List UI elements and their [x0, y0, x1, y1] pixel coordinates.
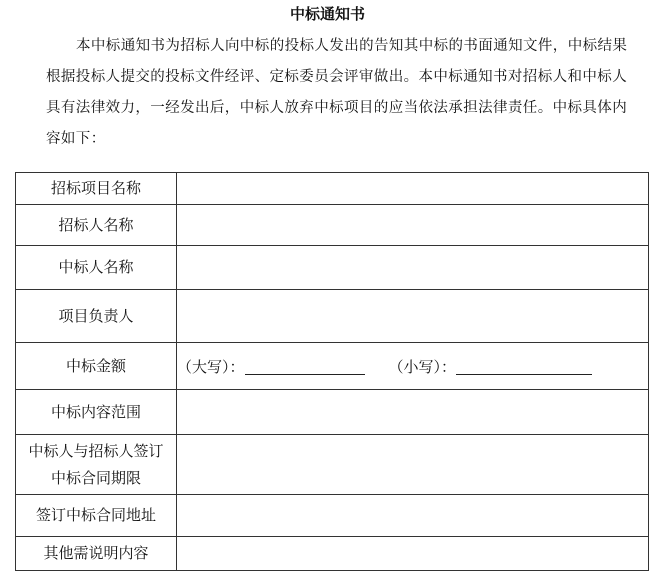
table-row — [16, 390, 649, 435]
label-contract-deadline-line1: 中标人与招标人签订 — [28, 441, 164, 460]
field-contract-deadline[interactable] — [177, 435, 649, 495]
amount-upper-blank[interactable] — [245, 360, 365, 375]
field-winner-name[interactable] — [177, 246, 649, 290]
label-contract-address: 签订中标合同地址 — [16, 495, 177, 537]
table-row — [16, 205, 649, 246]
label-project-lead: 项目负责人 — [16, 290, 177, 343]
field-other-notes[interactable] — [177, 537, 649, 571]
field-award-amount — [177, 343, 649, 390]
label-award-amount: 中标金额 — [16, 343, 177, 390]
field-project-name[interactable] — [177, 173, 649, 205]
document-title: 中标通知书 — [289, 5, 365, 23]
amount-lower-blank[interactable] — [456, 360, 592, 375]
table-row — [16, 173, 649, 205]
amount-line — [177, 356, 648, 377]
table-row — [16, 495, 649, 537]
field-contract-address[interactable] — [177, 495, 649, 537]
award-form-table — [15, 172, 649, 571]
field-tenderer-name[interactable] — [177, 205, 649, 246]
table-row — [16, 290, 649, 343]
intro-paragraph: 本中标通知书为招标人向中标的投标人发出的告知其中标的书面通知文件，中标结果根据投标人提交的投标文件经评、定标委员会评审做出。本中标通知书对招标人和中标人具有法律效力，一经发出后，中标人放弃中标项目的应当依法承担法律责任。中标具体内容如下： — [46, 38, 628, 147]
table-row — [16, 246, 649, 290]
label-winner-name: 中标人名称 — [16, 246, 177, 290]
label-contract-deadline — [16, 435, 177, 495]
amount-upper-label: （大写）： — [177, 357, 245, 376]
label-contract-deadline-line2: 中标合同期限 — [50, 468, 141, 487]
label-other-notes: 其他需说明内容 — [16, 537, 177, 571]
table-row — [16, 537, 649, 571]
label-tenderer-name: 招标人名称 — [16, 205, 177, 246]
field-award-scope[interactable] — [177, 390, 649, 435]
table-row — [16, 343, 649, 390]
amount-lower-label: （小写）： — [388, 357, 457, 376]
label-project-name: 招标项目名称 — [16, 173, 177, 205]
field-project-lead[interactable] — [177, 290, 649, 343]
table-row — [16, 435, 649, 495]
label-award-scope: 中标内容范围 — [16, 390, 177, 435]
